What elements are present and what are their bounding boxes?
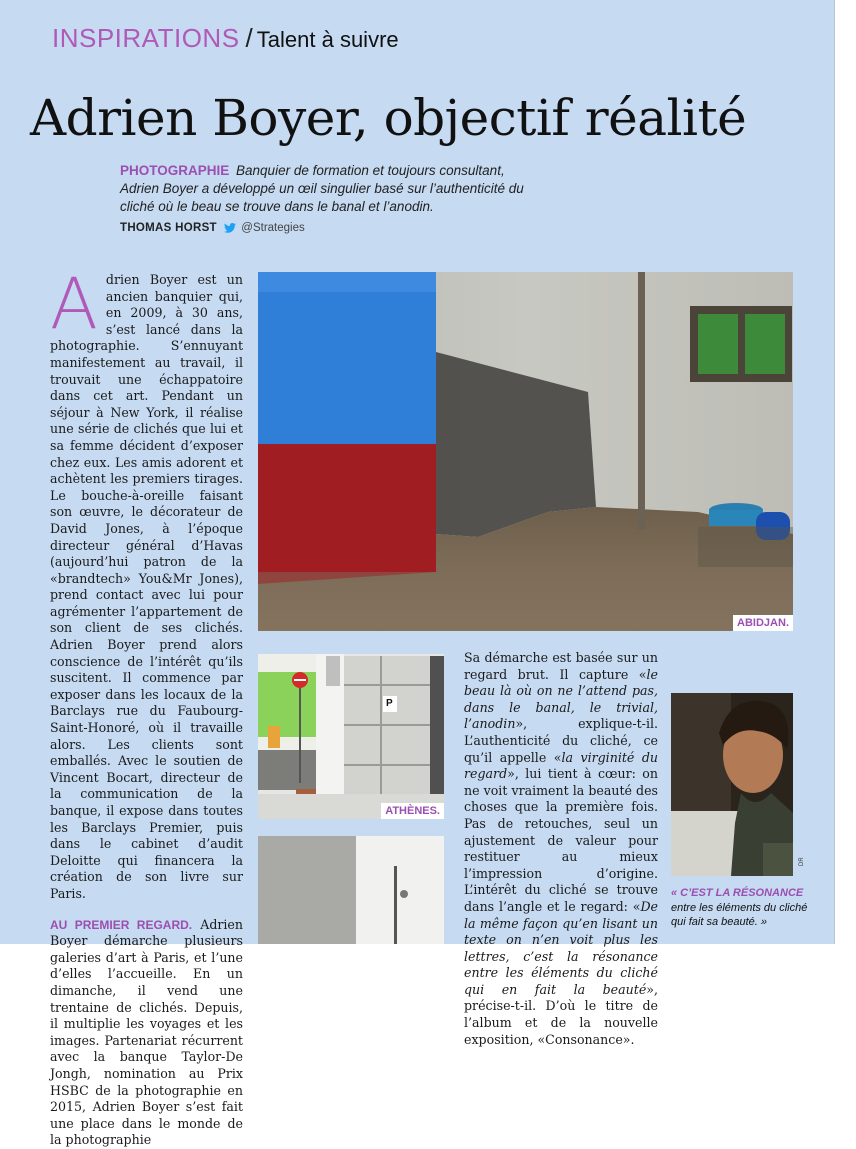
- page-edge-divider: [834, 0, 835, 944]
- paragraph-1: [50, 263, 243, 903]
- photo-athens: [258, 654, 444, 819]
- article-column-1: [50, 263, 243, 1149]
- column-3-text-1: Sa démarche est basée sur un regard brut. Il capture «: [464, 650, 658, 682]
- rubric-separator: /: [245, 23, 253, 53]
- page-margin: [834, 0, 856, 944]
- byline: [120, 220, 305, 236]
- photo-abidjan: [258, 272, 793, 631]
- photo-credit: DR: [799, 857, 805, 866]
- paragraph-2-text: Adrien Boyer démarche plusieurs galeries d’art à Paris, et l’une d’elles l’accueille. En un dimanche, il vend une trentaine de clichés. Depuis, il multiplie les voyages et les images. Partenariat récurrent avec la banque Taylor-De Jongh, nomination au Prix HSBC de la photographie en 2015, Adrien Boyer s’est fait une place dans le monde de la photographie: [50, 916, 243, 1148]
- twitter-handle: @Strategies: [241, 222, 305, 234]
- photo-abidjan-image: [258, 272, 793, 631]
- section-rubric: [52, 22, 399, 56]
- pull-quote-caption: [671, 886, 821, 930]
- photo-wall-lamp-image: [258, 836, 444, 944]
- drop-cap: A: [50, 263, 98, 345]
- caption-lead: « C’EST LA RÉSONANCE: [671, 887, 804, 899]
- photo-location-label: ABIDJAN.: [733, 615, 793, 631]
- caption-text: entre les éléments du cliché qui fait sa beauté. »: [671, 901, 808, 928]
- door-sign-letter: P: [386, 698, 393, 709]
- portrait-photo: [671, 693, 793, 876]
- twitter-bird-icon: [224, 223, 236, 233]
- photo-athens-image: [258, 654, 444, 819]
- article-title: Adrien Boyer, objectif réalité: [30, 89, 747, 147]
- column-3-text-3: », lui tient à cœur: on ne voit vraiment la beauté des choses que la première fois. Pas de retouches, seul un ajustement de valeur pour restituer au mieux l’impression d’origine. L’intérêt du cliché se trouve dans l’angle et le regard: «: [464, 766, 658, 914]
- subheading-runin: AU PREMIER REGARD.: [50, 917, 193, 932]
- column-3-text-4: », précise-t-il. D’où le titre de l’album et de la nouvelle exposition, «Consonance».: [464, 981, 658, 1047]
- standfirst-text: Banquier de formation et toujours consultant, Adrien Boyer a développé un œil singulier basé sur l’authenticité du cliché où le beau se trouve dans le banal et l’anodin.: [120, 163, 524, 214]
- quote-1: le beau là où on ne l’attend pas, dans le banal, le trivial, l’anodin: [464, 666, 658, 732]
- photo-wall-lamp: [258, 836, 444, 944]
- author-name: THOMAS HORST: [120, 222, 217, 234]
- paragraph-2: [50, 917, 243, 1149]
- paragraph-1-text: drien Boyer est un ancien banquier qui, en 2009, à 30 ans, s’est lancé dans la photographie. S’ennuyant manifestement au travail, il trouvait une échappatoire dans cet art. Pendant un séjour à New York, il réalise une série de clichés que lui et sa femme décident d’exposer chez eux. Les amis adorent et achètent les premiers tirages. Le bouche-à-oreille faisant son œuvre, le décorateur de David Jones, à l’époque directeur général d’Havas (aujourd’hui patron de la «brandtech» You&Mr Jones), prend contact avec lui pour agrémenter l’appartement de son client de ses clichés. Adrien Boyer prend alors conscience de l’intérêt qu’ils suscitent. Il commence par exposer dans les locaux de la Barclays rue du Faubourg-Saint-Honoré, où il travaille alors. Les clients sont emballés. Avec le soutien de Vincent Bocart, directeur de la communication de la banque, il expose dans toutes les Barclays Premier, puis dans le cabinet d’audit Deloitte qui financera la création de son livre sur Paris.: [50, 272, 243, 901]
- photo-location-label: ATHÈNES.: [381, 803, 444, 819]
- subsection-label: Talent à suivre: [256, 27, 399, 52]
- article-column-3: [464, 650, 658, 1048]
- quote-2: la virginité du regard: [464, 749, 658, 782]
- quote-3: De la même façon qu’en lisant un texte on n’en voit plus les lettres, c’est la résonance entre les éléments du cliché qui en fait la beauté: [464, 898, 658, 997]
- portrait-image: [671, 693, 793, 876]
- section-label: INSPIRATIONS: [52, 23, 240, 53]
- column-3-paragraph: [464, 650, 658, 1048]
- column-3-text-2: », explique-t-il. L’authenticité du cliché, ce qu’il appelle «: [464, 716, 658, 765]
- standfirst-kicker: PHOTOGRAPHIE: [120, 163, 230, 178]
- article-standfirst: [120, 162, 540, 216]
